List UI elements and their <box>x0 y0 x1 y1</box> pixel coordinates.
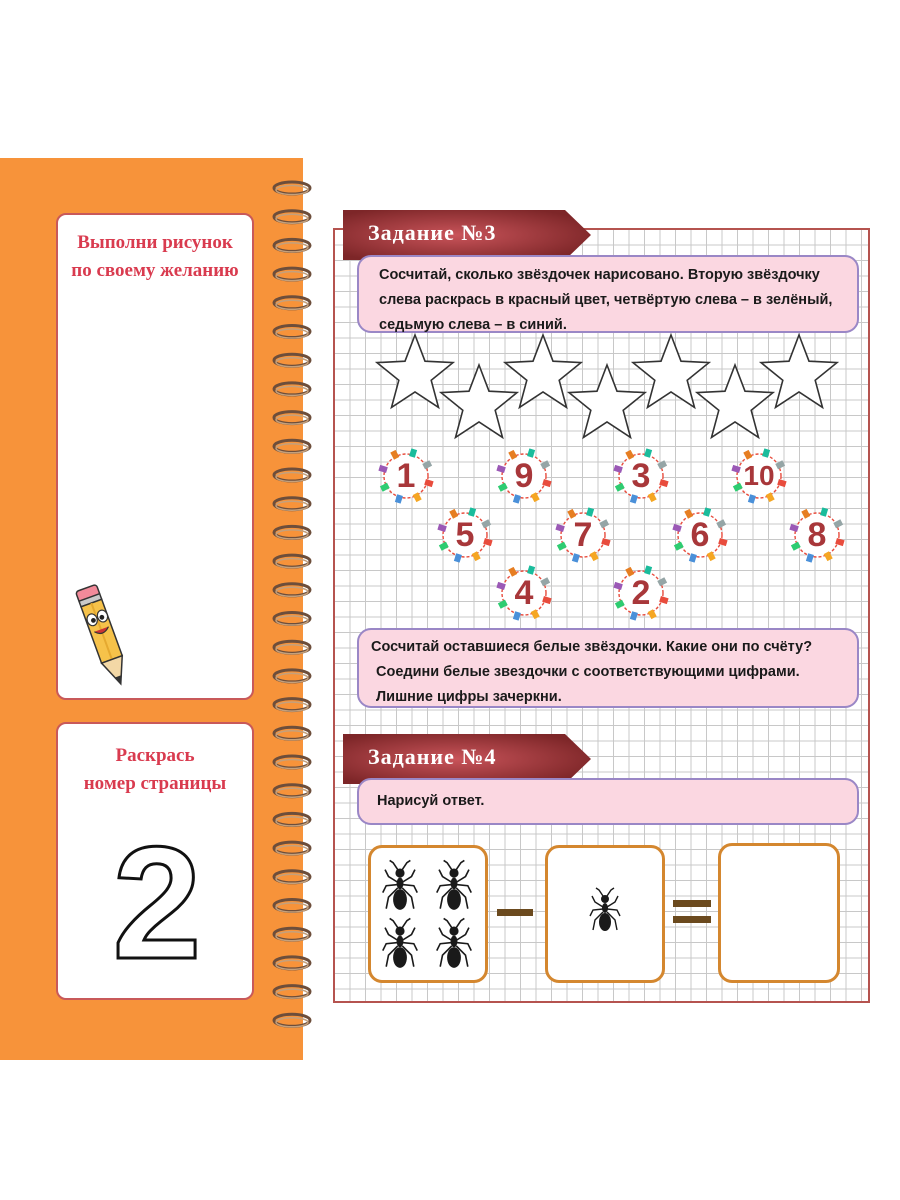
ant-icon <box>437 860 472 909</box>
task3-question-box <box>357 628 859 708</box>
task3-question-line1: Сосчитай оставшиеся белые звёздочки. Какие они по счёту? <box>371 639 813 655</box>
star-outline[interactable] <box>505 335 581 407</box>
spiral-coil <box>274 584 310 597</box>
ants-four-svg <box>371 848 485 980</box>
spiral-coil <box>274 756 310 769</box>
draw-card[interactable] <box>56 213 254 700</box>
task4-instruction-text: Нарисуй ответ. <box>377 793 485 809</box>
medal-number-text: 7 <box>573 516 593 554</box>
task4-instruction-box <box>357 778 859 825</box>
ants-group-one <box>545 845 665 983</box>
spiral-coil <box>274 412 310 425</box>
spiral-coil <box>274 670 310 683</box>
ants-one-svg <box>548 848 662 980</box>
task3-instruction-box <box>357 255 859 333</box>
number-medal[interactable] <box>670 505 730 565</box>
spiral-coil <box>274 699 310 712</box>
spiral-coil <box>274 555 310 568</box>
equals-sign <box>673 900 711 924</box>
number-medal[interactable] <box>553 505 613 565</box>
medal-number-text: 9 <box>514 457 534 495</box>
ant-icon <box>383 918 418 967</box>
spiral-coil <box>274 928 310 941</box>
task3-header: Задание №3 <box>368 220 497 245</box>
task3-question-line3: Лишние цифры зачеркни. <box>376 689 562 705</box>
spiral-coil <box>274 326 310 339</box>
star-outline[interactable] <box>761 335 837 407</box>
page-card-title-line1: Раскрась <box>115 745 195 766</box>
spiral-coil <box>274 354 310 367</box>
medal-number-text: 8 <box>807 516 827 554</box>
spiral-coil <box>274 440 310 453</box>
task3-instruction-line1: Сосчитай, сколько звёздочек нарисовано. Вторую звёздочку <box>379 267 820 283</box>
star-outline[interactable] <box>377 335 453 407</box>
spiral-coil <box>274 297 310 310</box>
ants-group-four <box>368 845 488 983</box>
star-outline[interactable] <box>633 335 709 407</box>
spiral-coil <box>274 957 310 970</box>
spiral-coil <box>274 785 310 798</box>
draw-card-title-line2: по своему желанию <box>71 260 239 281</box>
medal-number-text: 2 <box>631 574 651 612</box>
page-number-text: 2 <box>112 828 202 978</box>
page-card-title-line2: номер страницы <box>83 773 227 794</box>
minus-sign <box>497 909 533 916</box>
star-outline[interactable] <box>697 365 773 437</box>
ant-icon <box>590 888 620 931</box>
star-outline[interactable] <box>441 365 517 437</box>
medal-number-text: 10 <box>743 460 775 491</box>
spiral-coil <box>274 211 310 224</box>
number-medal[interactable] <box>494 446 554 506</box>
spiral-coil <box>274 1014 310 1027</box>
number-medal[interactable] <box>494 563 554 623</box>
task3-instruction-line2: слева раскрась в красный цвет, четвёртую слева – в зелёный, <box>379 292 833 308</box>
number-medal[interactable] <box>435 505 495 565</box>
number-medal[interactable] <box>729 446 789 506</box>
task3-instruction-line3: седьмую слева – в синий. <box>379 317 567 333</box>
number-medal[interactable] <box>787 505 847 565</box>
page-number-outline[interactable] <box>58 828 256 978</box>
spiral-coil <box>274 268 310 281</box>
medal-number-text: 3 <box>631 457 651 495</box>
spiral-coil <box>274 526 310 539</box>
spiral-coil <box>274 727 310 740</box>
spiral-coil <box>274 239 310 252</box>
medal-number-text: 5 <box>455 516 475 554</box>
spiral-coil <box>274 182 310 195</box>
page-number-card[interactable] <box>56 722 254 1000</box>
number-medal[interactable] <box>611 446 671 506</box>
spiral-binding <box>270 178 320 1048</box>
page-card-title <box>58 742 252 798</box>
medal-number-text: 4 <box>514 574 534 612</box>
spiral-coil <box>274 498 310 511</box>
number-medal[interactable] <box>376 446 436 506</box>
draw-card-title-line1: Выполни рисунок <box>77 232 233 253</box>
draw-card-title <box>58 229 252 285</box>
spiral-coil <box>274 871 310 884</box>
spiral-coil <box>274 842 310 855</box>
spiral-coil <box>274 900 310 913</box>
ant-icon <box>383 860 418 909</box>
pencil-mascot-icon <box>68 575 138 695</box>
spiral-coil <box>274 813 310 826</box>
spiral-coil <box>274 469 310 482</box>
spiral-coil <box>274 613 310 626</box>
number-medal[interactable] <box>611 563 671 623</box>
ant-icon <box>437 918 472 967</box>
spiral-coil <box>274 641 310 654</box>
medal-number-text: 6 <box>690 516 710 554</box>
spiral-coil <box>274 383 310 396</box>
medal-number-text: 1 <box>396 457 416 495</box>
answer-box[interactable] <box>718 843 840 983</box>
spiral-coil <box>274 986 310 999</box>
stars-row <box>360 330 880 450</box>
star-outline[interactable] <box>569 365 645 437</box>
task4-header: Задание №4 <box>368 744 497 769</box>
task3-question-line2: Соедини белые звездочки с соответствующими цифрами. <box>376 664 800 680</box>
